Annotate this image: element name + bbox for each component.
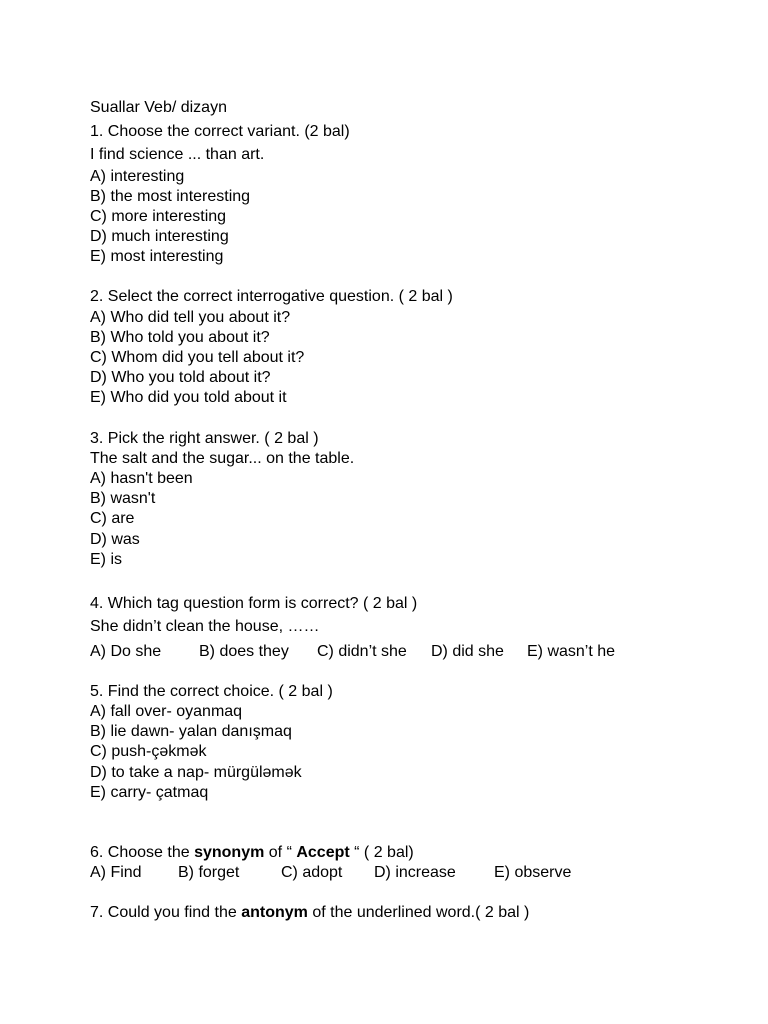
q2-question: 2. Select the correct interrogative question. ( 2 bal )	[90, 288, 453, 306]
q4-option-d: D) did she	[431, 642, 504, 660]
q7-prefix: 7. Could you find the	[90, 904, 242, 922]
q1-option-d: D) much interesting	[90, 228, 229, 246]
q4-option-e: E) wasn’t he	[527, 642, 616, 660]
q5-option-c: C) push-çəkmək	[90, 743, 207, 761]
q4-option-c: C) didn’t she	[317, 642, 407, 660]
document-title: Suallar Veb/ dizayn	[90, 99, 227, 116]
q6-option-d: D) increase	[374, 864, 456, 882]
q1-question: 1. Choose the correct variant. (2 bal)	[90, 122, 350, 140]
q1-option-b: B) the most interesting	[90, 187, 251, 205]
q6-option-c: C) adopt	[281, 864, 343, 882]
q6-mid: of “	[264, 844, 297, 861]
q6-prefix: 6. Choose the	[90, 844, 195, 861]
q5-question: 5. Find the correct choice. ( 2 bal )	[90, 682, 333, 700]
q2-option-d: D) Who you told about it?	[90, 369, 271, 387]
q3-option-e: E) is	[90, 550, 122, 568]
q1-stem: I find science ... than art.	[90, 146, 265, 163]
q7-question	[90, 903, 730, 923]
q3-stem: The salt and the sugar... on the table.	[90, 449, 355, 467]
q5-option-d: D) to take a nap- mürgüləmək	[90, 763, 302, 781]
q2-option-e: E) Who did you told about it	[90, 389, 287, 407]
q6-accept-word: Accept	[296, 844, 350, 861]
q3-option-d: D) was	[90, 530, 140, 548]
q4-option-b: B) does they	[199, 642, 289, 660]
q5-option-b: B) lie dawn- yalan danışmaq	[90, 723, 292, 741]
q5-option-e: E) carry- çatmaq	[90, 783, 209, 801]
q3-question: 3. Pick the right answer. ( 2 bal )	[90, 429, 319, 447]
q4-option-a: A) Do she	[90, 642, 162, 660]
q3-option-c: C) are	[90, 510, 135, 528]
q6-options-row	[90, 863, 730, 883]
q2-option-b: B) Who told you about it?	[90, 328, 270, 346]
q1-option-e: E) most interesting	[90, 248, 224, 266]
q2-option-a: A) Who did tell you about it?	[90, 308, 291, 326]
q6-synonym-word: synonym	[194, 844, 265, 861]
q4-stem: She didn’t clean the house, ……	[90, 618, 320, 636]
q6-option-a: A) Find	[90, 864, 142, 882]
q3-option-b: B) wasn't	[90, 490, 156, 508]
q6-suffix: “ ( 2 bal)	[349, 844, 414, 861]
q6-question	[90, 843, 730, 863]
document-page	[90, 96, 730, 924]
q3-option-a: A) hasn't been	[90, 469, 193, 487]
q1-option-c: C) more interesting	[90, 207, 227, 225]
q5-option-a: A) fall over- oyanmaq	[90, 703, 243, 721]
q2-option-c: C) Whom did you tell about it?	[90, 349, 305, 366]
q6-option-e: E) observe	[494, 864, 572, 882]
q1-option-a: A) interesting	[90, 167, 185, 185]
q4-question: 4. Which tag question form is correct? ( 2 bal )	[90, 594, 418, 612]
q6-option-b: B) forget	[178, 864, 240, 882]
q4-options-row	[90, 639, 730, 664]
q7-suffix: of the underlined word.( 2 bal )	[307, 904, 530, 922]
q7-antonym-word: antonym	[241, 904, 308, 922]
